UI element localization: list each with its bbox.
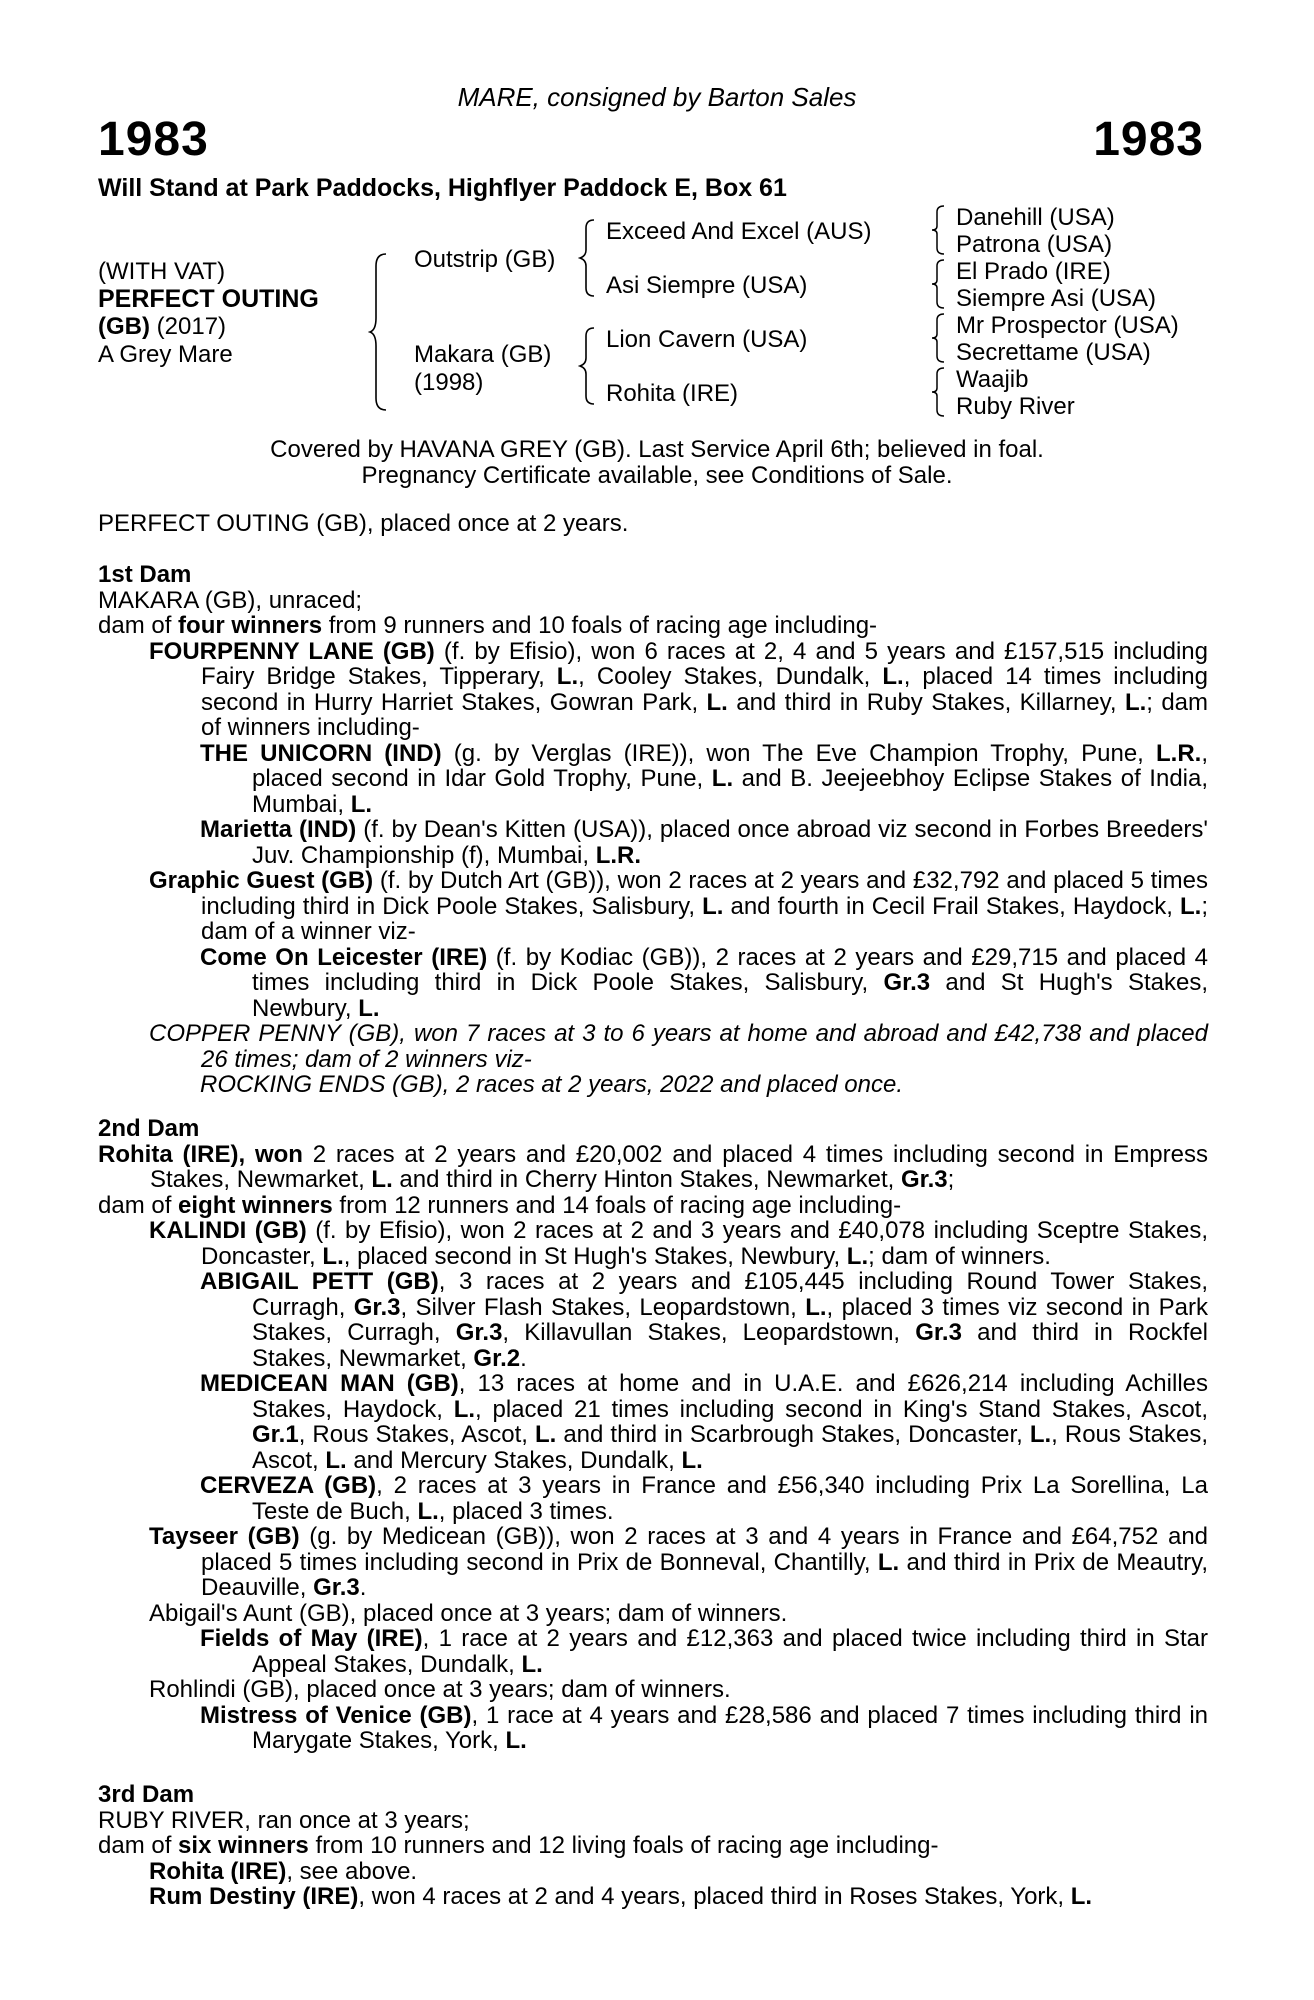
pedigree-brace-dam — [578, 326, 598, 406]
sire-dam: Asi Siempre (USA) — [606, 272, 808, 299]
entry-copper-penny: COPPER PENNY (GB), won 7 races at 3 to 6 years at home and abroad and £42,738 and placed 26 times; dam of 2 winners viz- — [149, 1020, 1208, 1073]
sire-sire: Exceed And Excel (AUS) — [606, 218, 872, 245]
first-dam-section — [98, 562, 1208, 1098]
stand-location: Will Stand at Park Paddocks, Highflyer Paddock E, Box 61 — [98, 174, 787, 202]
horse-origin-year — [98, 313, 226, 341]
sire-sire-sire: Danehill (USA) — [956, 204, 1115, 231]
sire-name: Outstrip (GB) — [414, 246, 556, 273]
entry-mistress-of-venice: Mistress of Venice (GB), 1 race at 4 years and £28,586 and placed 7 times including third in Marygate Stakes, York, L. — [200, 1701, 1208, 1754]
horse-country: (GB) — [98, 313, 150, 340]
entry-rum-destiny: Rum Destiny (IRE), won 4 races at 2 and 4 years, placed third in Roses Stakes, York, L. — [149, 1883, 1093, 1910]
second-dam-produce-summary: dam of eight winners from 12 runners and 14 foals of racing age including- — [98, 1191, 902, 1219]
second-dam-section — [98, 1116, 1208, 1754]
third-dam-intro: RUBY RIVER, ran once at 3 years; — [98, 1806, 470, 1834]
dam-name: Makara (GB) — [414, 341, 552, 368]
entry-graphic-guest: Graphic Guest (GB) (f. by Dutch Art (GB)), won 2 races at 2 years and £32,792 and placed 5 times including third in Dick Poole Stakes, Salisbury, L. and fourth in Cecil Frail Stakes, Haydock, L.; dam of a winner viz- — [149, 867, 1208, 945]
entry-marietta: Marietta (IND) (f. by Dean's Kitten (USA)), placed once abroad viz second in Forbes Breeders' Juv. Championship (f), Mumbai, L.R. — [200, 816, 1208, 869]
sire-sire-dam: Patrona (USA) — [956, 231, 1113, 258]
entry-kalindi: KALINDI (GB) (f. by Efisio), won 2 races at 2 and 3 years and £40,078 including Sceptre Stakes, Doncaster, L., placed second in St Hugh's Stakes, Newbury, L.; dam of winners. — [149, 1217, 1208, 1270]
lot-number-left: 1983 — [98, 113, 209, 166]
dam-dam-dam: Ruby River — [956, 393, 1075, 420]
pedigree-brace-dd — [930, 366, 948, 418]
dam-sire: Lion Cavern (USA) — [606, 326, 808, 353]
entry-abigails-aunt: Abigail's Aunt (GB), placed once at 3 years; dam of winners. — [149, 1599, 788, 1627]
horse-description: A Grey Mare — [98, 341, 233, 368]
covering-line: Covered by HAVANA GREY (GB). Last Service April 6th; believed in foal. — [270, 436, 1044, 463]
horse-name: PERFECT OUTING — [98, 285, 319, 313]
sire-dam-dam: Siempre Asi (USA) — [956, 285, 1157, 312]
consignor-line: MARE, consigned by Barton Sales — [457, 82, 857, 112]
horse-year: (2017) — [149, 313, 227, 340]
second-dam-heading: 2nd Dam — [98, 1115, 200, 1142]
entry-the-unicorn: THE UNICORN (IND) (g. by Verglas (IRE)), won The Eve Champion Trophy, Pune, L.R., placed second in Idar Gold Trophy, Pune, L. and B. Jeejeebhoy Eclipse Stakes of India, Mumbai, L. — [200, 739, 1209, 818]
entry-rohlindi: Rohlindi (GB), placed once at 3 years; dam of winners. — [149, 1676, 731, 1703]
entry-abigail-pett: ABIGAIL PETT (GB), 3 races at 2 years and £105,445 including Round Tower Stakes, Curragh, Gr.3, Silver Flash Stakes, Leopardstown, L., placed 3 times viz second in Park Stakes, Curragh, Gr.3, Killavullan Stakes, Leopardstown, Gr.3 and third in Rockfel Stakes, Newmarket, Gr.2. — [200, 1268, 1208, 1372]
pedigree-brace-sire — [578, 218, 598, 298]
entry-fourpenny-lane: FOURPENNY LANE (GB) (f. by Efisio), won 6 races at 2, 4 and 5 years and £157,515 including Fairy Bridge Stakes, Tipperary, L., Cooley Stakes, Dundalk, L., placed 14 times including second in Hurry Harriet Stakes, Gowran Park, L. and third in Ruby Stakes, Killarney, L.; dam of winners including- — [149, 637, 1209, 741]
third-dam-heading: 3rd Dam — [98, 1781, 195, 1808]
summary-text: PERFECT OUTING (GB), placed once at 2 years. — [98, 510, 629, 537]
entry-tayseer: Tayseer (GB) (g. by Medicean (GB)), won 2 races at 3 and 4 years in France and £64,752 and placed 5 times including second in Prix de Bonneval, Chantilly, L. and third in Prix de Meautry, Deauville, Gr.3. — [149, 1523, 1209, 1601]
pedigree-brace-ds — [930, 312, 948, 364]
first-dam-intro: MAKARA (GB), unraced; — [98, 586, 363, 614]
first-dam-heading: 1st Dam — [98, 561, 192, 588]
pedigree-brace-sd — [930, 258, 948, 310]
dam-sire-sire: Mr Prospector (USA) — [956, 312, 1179, 339]
entry-cerveza: CERVEZA (GB), 2 races at 3 years in France and £56,340 including Prix La Sorellina, La Teste de Buch, L., placed 3 times. — [200, 1472, 1208, 1525]
pedigree-brace-main — [368, 252, 392, 412]
entry-rocking-ends: ROCKING ENDS (GB), 2 races at 2 years, 2022 and placed once. — [200, 1071, 903, 1098]
entry-medicean-man: MEDICEAN MAN (GB), 13 races at home and in U.A.E. and £626,214 including Achilles Stakes, Haydock, L., placed 21 times including second in King's Stand Stakes, Ascot, Gr.1, Rous Stakes, Ascot, L. and third in Scarbrough Stakes, Doncaster, L., Rous Stakes, Ascot, L. and Mercury Stakes, Dundalk, L. — [200, 1370, 1209, 1474]
dam-sire-dam: Secrettame (USA) — [956, 339, 1151, 366]
pregnancy-line: Pregnancy Certificate available, see Conditions of Sale. — [361, 462, 953, 489]
dam-dam-sire: Waajib — [956, 366, 1029, 393]
entry-fields-of-may: Fields of May (IRE), 1 race at 2 years and £12,363 and placed twice including third in Star Appeal Stakes, Dundalk, L. — [200, 1625, 1209, 1678]
entry-come-on-leicester: Come On Leicester (IRE) (f. by Kodiac (GB)), 2 races at 2 years and £29,715 and placed 4 times including third in Dick Poole Stakes, Salisbury, Gr.3 and St Hugh's Stakes, Newbury, L. — [200, 943, 1209, 1022]
third-dam-produce-summary: dam of six winners from 10 runners and 12 living foals of racing age including- — [98, 1832, 939, 1859]
second-dam-intro: Rohita (IRE), won 2 races at 2 years and £20,002 and placed 4 times including second in Empress Stakes, Newmarket, L. and third in Cherry Hinton Stakes, Newmarket, Gr.3; — [98, 1140, 1208, 1193]
first-dam-produce-summary: dam of four winners from 9 runners and 10 foals of racing age including- — [98, 612, 878, 639]
entry-rohita: Rohita (IRE), see above. — [149, 1857, 418, 1885]
third-dam-section — [98, 1782, 1208, 1910]
dam-dam: Rohita (IRE) — [606, 380, 739, 407]
lot-number-right: 1983 — [1093, 113, 1204, 166]
summary-line — [98, 511, 1208, 537]
vat-note: (WITH VAT) — [98, 258, 226, 285]
sire-dam-sire: El Prado (IRE) — [956, 258, 1111, 285]
pedigree-brace-ss — [930, 204, 948, 256]
dam-year: (1998) — [414, 369, 484, 396]
